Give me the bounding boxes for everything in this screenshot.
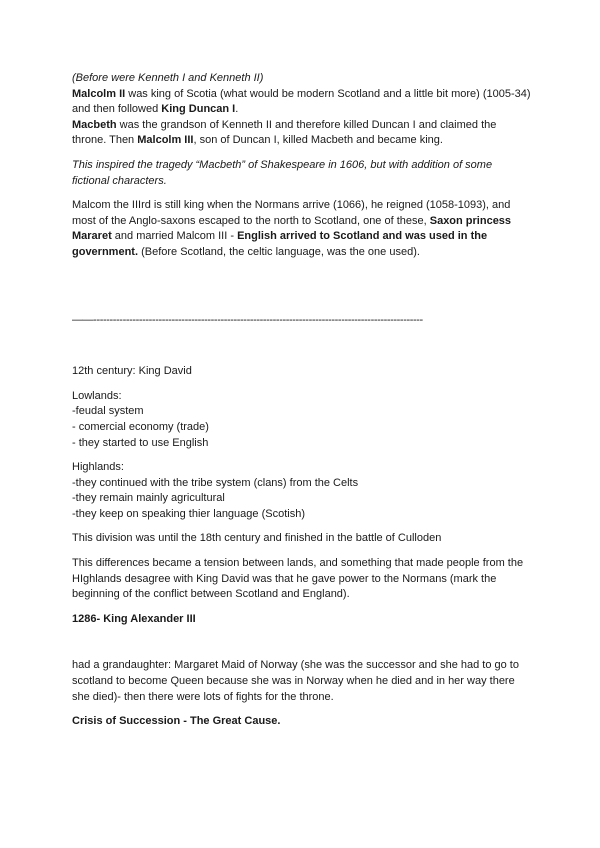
list-item: -they continued with the tribe system (clans) from the Celts [72,476,359,489]
normans-paragraph: Malcom the IIIrd is still king when the Normans arrive (1066), he reigned (1058-1093), and most of the Anglo-saxons escaped to the north to Scotland, one of these, Saxon princess Mararet and married Malcom III - English arrived to Scotland and was used in the government. (Before Scotland, the celtic language, was the one used). [72,199,512,258]
english-arrived: English arrived to Scotland and was used in the government. [72,230,488,258]
duncan-i-name: King Duncan I [161,103,236,116]
highlands-title: Highlands: [72,461,124,474]
highlands-list [72,460,532,522]
document-page [72,71,532,730]
list-item: - they started to use English [72,436,209,449]
lowlands-title: Lowlands: [72,389,122,402]
shakespeare-note: This inspired the tragedy “Macbeth” of Shakespeare in 1606, but with addition of some fictional characters. [72,158,493,187]
crisis-heading: Crisis of Succession - The Great Cause. [72,715,281,728]
division-text: This division was until the 18th century and finished in the battle of Culloden [72,532,442,545]
list-item: -feudal system [72,405,144,418]
malcolm-iii-name: Malcolm III [137,134,194,147]
list-item: - comercial economy (trade) [72,420,209,433]
granddaughter-paragraph: had a grandaughter: Margaret Maid of Norway (she was the successor and she had to go to scotland to become Queen because she was in Norway when he died and in her way there she died)- then there were lots of fights for the throne. [72,659,519,703]
malcolm-paragraph: Malcolm II was king of Scotia (what would be modern Scotland and a little bit more) (1005-34) and then followed King Duncan I. Macbeth was the grandson of Kenneth II and therefore killed Duncan I and claimed the throne. Then Malcolm III, son of Duncan I, killed Macbeth and became king. [72,87,531,147]
list-item: -they keep on speaking thier language (Scotish) [72,507,305,520]
macbeth-name: Macbeth [72,118,117,131]
malcolm-ii-name: Malcolm II [72,87,126,100]
horizontal-rule: ——----------------------------------------------------------------------------------------------------- [72,313,423,326]
differences-paragraph: This differences became a tension between lands, and something that made people from the HIghlands desagree with King David was that he gave power to the Normans (mark the beginning of the conflict between Scotland and England). [72,557,524,601]
alexander-heading: 1286- King Alexander III [72,612,196,625]
list-item: -they remain mainly agricultural [72,492,225,505]
king-david-heading: 12th century: King David [72,365,192,378]
lowlands-list [72,389,532,451]
intro-note: (Before were Kenneth I and Kenneth II) [72,72,264,84]
saxon-princess: Saxon princess Mararet [72,214,512,243]
